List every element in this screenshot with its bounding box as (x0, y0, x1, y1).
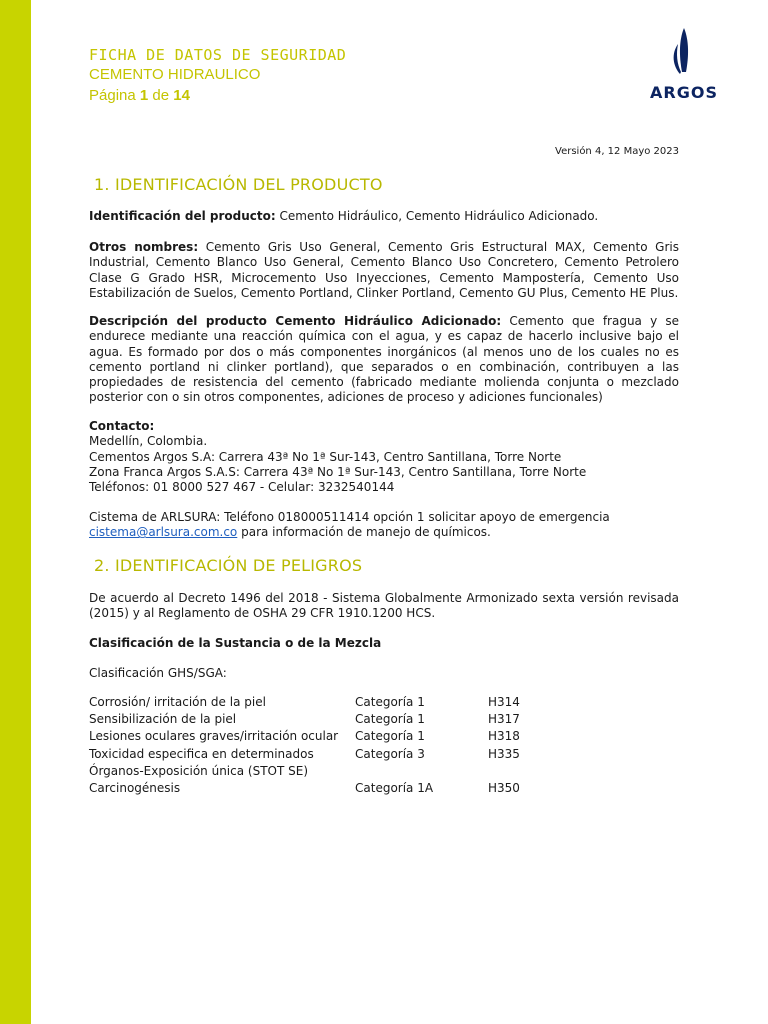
email-link[interactable]: cistema@arlsura.com.co (89, 525, 238, 540)
hazard-cell: Lesiones oculares graves/irritación ocular (89, 729, 339, 744)
code-cell (488, 763, 608, 780)
category-cell: Categoría 1 (355, 729, 425, 744)
accent-side-band (0, 0, 31, 1024)
code-cell: H335 (488, 746, 520, 761)
page-of: de (152, 87, 170, 104)
argos-torch-icon (648, 26, 720, 82)
page-total: 14 (173, 87, 190, 104)
product-id-label: Identificación del producto: (89, 209, 276, 223)
hazard-cell: Carcinogénesis (89, 781, 181, 796)
product-name: CEMENTO HIDRAULICO (89, 66, 261, 83)
emergency-contact (89, 510, 679, 541)
hazard-cell: Sensibilización de la piel (89, 712, 237, 727)
logo-text: ARGOS (650, 83, 718, 102)
hazard-cell: Toxicidad especifica en determinados (89, 746, 314, 761)
contact-line: Teléfonos: 01 8000 527 467 - Celular: 3232540144 (89, 480, 395, 495)
table-row (89, 746, 608, 763)
contact-line: Cementos Argos S.A: Carrera 43ª No 1ª Sur-143, Centro Santillana, Torre Norte (89, 449, 562, 464)
category-cell: Categoría 1 (355, 712, 425, 727)
table-row (89, 711, 608, 728)
classification-heading: Clasificación de la Sustancia o de la Mezcla (89, 636, 382, 650)
contact-line: Zona Franca Argos S.A.S: Carrera 43ª No 1ª Sur-143, Centro Santillana, Torre Norte (89, 464, 587, 479)
table-row (89, 780, 608, 797)
ghs-label: Clasificación GHS/SGA: (89, 666, 227, 680)
other-names (89, 240, 679, 301)
hazard-intro: De acuerdo al Decreto 1496 del 2018 - Sistema Globalmente Armonizado sexta versión revisada (2015) y al Reglamento de OSHA 29 CFR 1910.1200 HCS. (89, 591, 679, 621)
description-label: Descripción del producto Cemento Hidráulico Adicionado: (89, 314, 502, 328)
document-title: FICHA DE DATOS DE SEGURIDAD (89, 46, 347, 64)
category-cell (355, 763, 488, 780)
document-header (89, 46, 709, 106)
other-names-value: Cemento Gris Uso General, Cemento Gris Estructural MAX, Cemento Gris Industrial, Cemento Blanco Uso General, Cemento Blanco Uso Concretero, Cemento Petrolero Clase G Grado HSR, Microcemento Uso Inyecciones, Cemento Mampostería, Cemento Uso Estabilización de Suelos, Cemento Portland, Clinker Portland, Cemento GU Plus, Cemento HE Plus. (89, 240, 679, 300)
hazard-cell: Corrosión/ irritación de la piel (89, 695, 266, 709)
contact-block (89, 419, 679, 495)
table-row (89, 728, 608, 745)
table-row (89, 763, 608, 780)
email-suffix: para información de manejo de químicos. (237, 525, 491, 540)
arlsura-line: Cistema de ARLSURA: Teléfono 018000511414 opción 1 solicitar apoyo de emergencia (89, 510, 610, 524)
description-value: Cemento que fragua y se endurece mediante una reacción química con el agua, y es capaz de hacerlo inclusive bajo el agua. Es formado por dos o más componentes inorgánicos (al menos uno de los cuales no es cemento portland ni clinker portland), que separados o en combinación, contribuyen a las propiedades de resistencia del cemento (fabricado mediante molienda conjunta o mezclado posterior con o sin otros componentes, adiciones de proceso y adiciones funcionales) (89, 314, 679, 405)
category-cell: Categoría 1 (355, 695, 425, 709)
ghs-classification-table (89, 694, 608, 797)
page-current: 1 (139, 87, 149, 104)
page-prefix: Página (89, 87, 136, 104)
other-names-label: Otros nombres: (89, 240, 199, 254)
product-identification (89, 209, 679, 224)
product-id-value: Cemento Hidráulico, Cemento Hidráulico Adicionado. (275, 209, 599, 223)
email-line (89, 525, 679, 540)
table-row (89, 694, 608, 711)
code-cell: H318 (488, 729, 520, 744)
contact-label: Contacto: (89, 419, 155, 433)
code-cell: H314 (488, 695, 520, 709)
contact-line: Medellín, Colombia. (89, 434, 208, 449)
product-description (89, 314, 679, 406)
section-2-title: 2. IDENTIFICACIÓN DE PELIGROS (94, 556, 363, 575)
argos-logo (648, 26, 720, 106)
hazard-cell: Órganos-Exposición única (STOT SE) (89, 763, 308, 778)
code-cell: H350 (488, 781, 520, 796)
version-date: Versión 4, 12 Mayo 2023 (555, 146, 679, 157)
section-1-title: 1. IDENTIFICACIÓN DEL PRODUCTO (94, 175, 383, 194)
category-cell: Categoría 3 (355, 746, 425, 761)
category-cell: Categoría 1A (355, 781, 434, 796)
code-cell: H317 (488, 712, 520, 727)
page-indicator (89, 85, 709, 106)
